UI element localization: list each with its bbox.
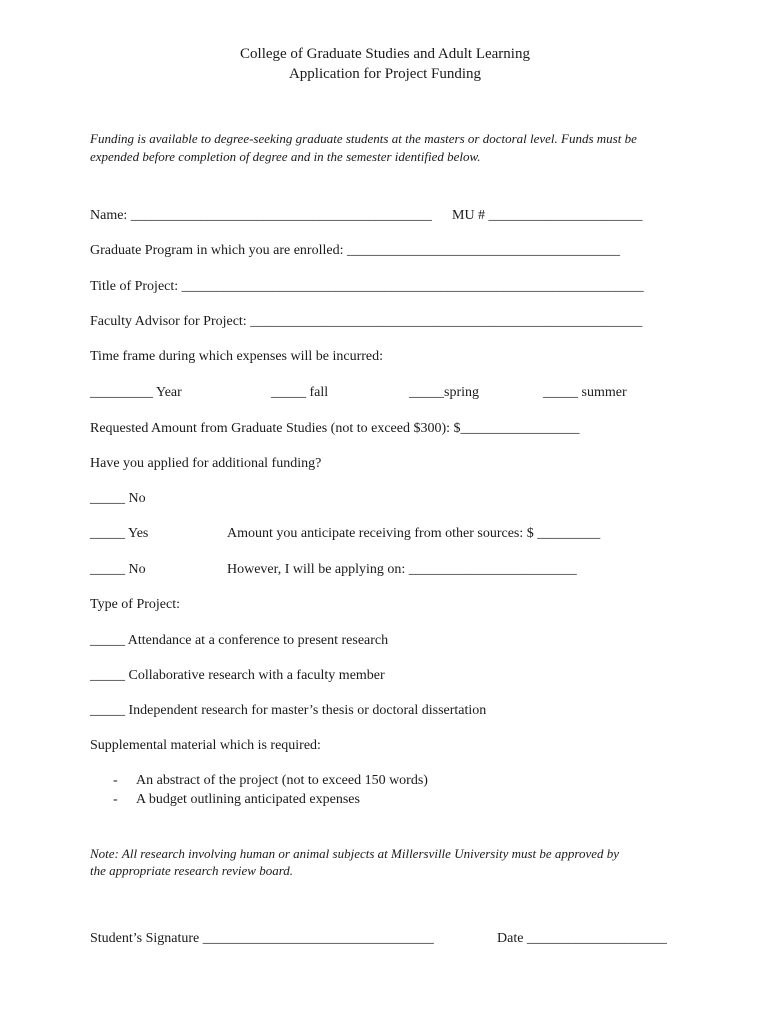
project-type-collaborative[interactable]: _____ Collaborative research with a faculty member	[90, 668, 385, 683]
summer-option[interactable]: _____ summer	[543, 385, 627, 400]
applying-on-date-field[interactable]: However, I will be applying on: ________________________	[227, 562, 577, 577]
year-field[interactable]: _________ Year	[90, 385, 182, 400]
faculty-advisor-field[interactable]: Faculty Advisor for Project: ________________________________________________________	[90, 314, 643, 329]
project-type-conference[interactable]: _____ Attendance at a conference to present research	[90, 633, 389, 648]
note-line-2: the appropriate research review board.	[90, 863, 294, 878]
supplemental-item-budget: A budget outlining anticipated expenses	[136, 792, 360, 807]
additional-funding-no-pending[interactable]: _____ No	[90, 562, 146, 577]
bullet-dash: -	[113, 773, 118, 788]
bullet-dash: -	[113, 792, 118, 807]
other-sources-amount-field[interactable]: Amount you anticipate receiving from other sources: $ _________	[227, 526, 601, 541]
supplemental-label: Supplemental material which is required:	[90, 738, 321, 753]
additional-funding-question: Have you applied for additional funding?	[90, 456, 322, 471]
mu-number-field[interactable]: MU # ______________________	[452, 208, 643, 223]
requested-amount-field[interactable]: Requested Amount from Graduate Studies (not to exceed $300): $_________________	[90, 421, 580, 436]
spring-option[interactable]: _____spring	[409, 385, 479, 400]
date-field[interactable]: Date ____________________	[497, 931, 667, 946]
student-signature-field[interactable]: Student’s Signature _________________________________	[90, 931, 434, 946]
graduate-program-field[interactable]: Graduate Program in which you are enrolled: _______________________________________	[90, 243, 620, 258]
intro-line-2: expended before completion of degree and in the semester identified below.	[90, 149, 481, 164]
project-title-field[interactable]: Title of Project: __________________________________________________________________	[90, 279, 644, 294]
project-type-independent[interactable]: _____ Independent research for master’s thesis or doctoral dissertation	[90, 703, 487, 718]
project-type-label: Type of Project:	[90, 597, 180, 612]
form-title: Application for Project Funding	[288, 66, 482, 82]
time-frame-label: Time frame during which expenses will be incurred:	[90, 349, 384, 364]
fall-option[interactable]: _____ fall	[271, 385, 329, 400]
note-line-1: Note: All research involving human or animal subjects at Millersville University must be approved by	[90, 846, 620, 861]
additional-funding-yes[interactable]: _____ Yes	[90, 526, 149, 541]
name-field[interactable]: Name: ___________________________________________	[90, 208, 432, 223]
supplemental-item-abstract: An abstract of the project (not to exceed 150 words)	[136, 773, 428, 788]
additional-funding-no[interactable]: _____ No	[90, 491, 146, 506]
intro-line-1: Funding is available to degree-seeking graduate students at the masters or doctoral level. Funds must be	[90, 131, 637, 146]
college-title: College of Graduate Studies and Adult Learning	[240, 46, 530, 62]
